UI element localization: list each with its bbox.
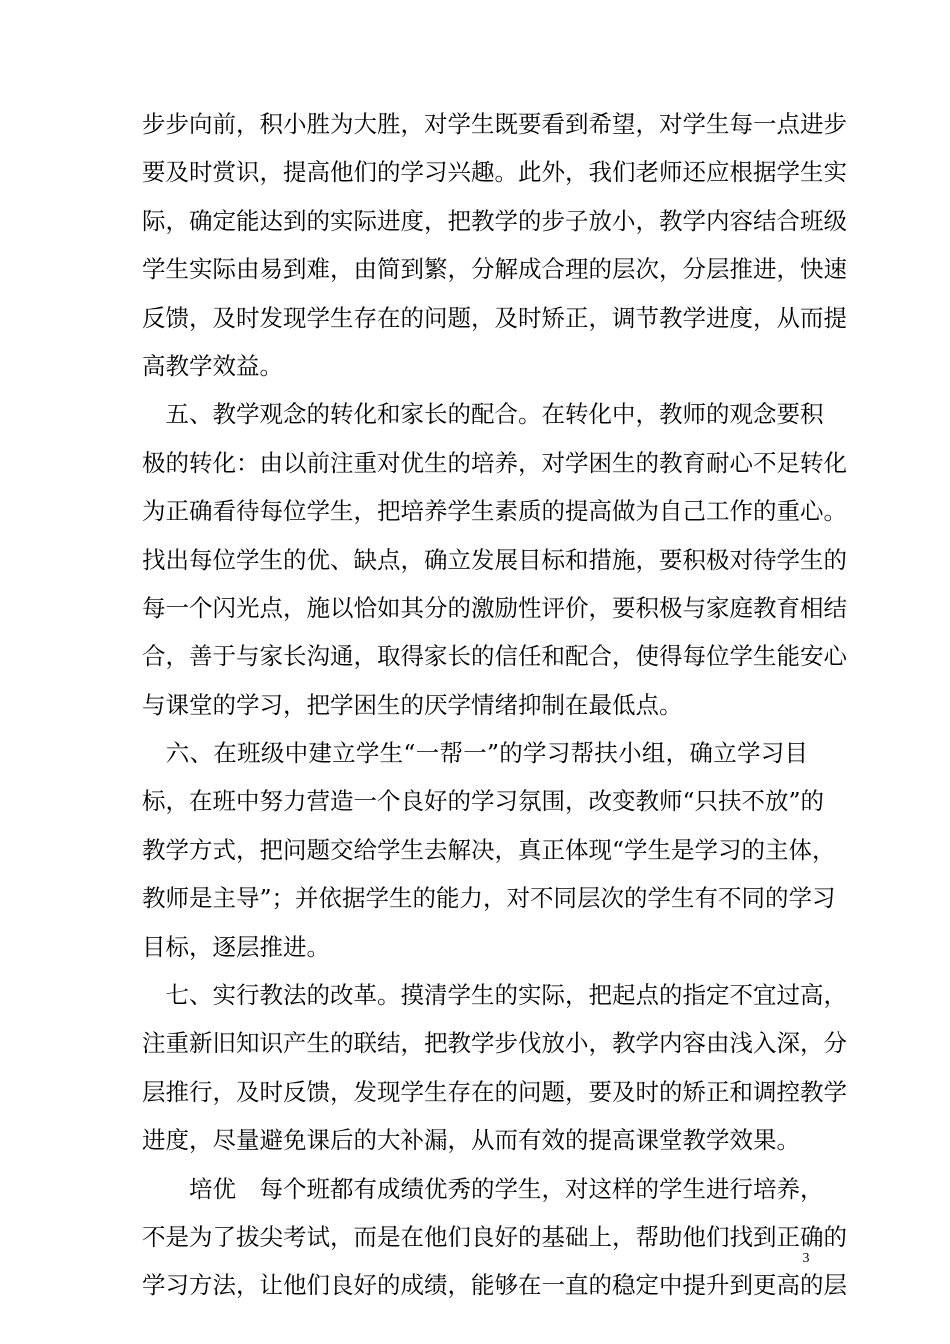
text-line: 极的转化：由以前注重对优生的培养，对学困生的教育耐心不足转化 xyxy=(142,448,847,477)
text-line: 找出每位学生的优、缺点，确立发展目标和措施，要积极对待学生的 xyxy=(142,545,847,574)
body-text xyxy=(142,100,847,1310)
text-line: 进度，尽量避免课后的大补漏，从而有效的提高课堂教学效果。 xyxy=(142,1126,800,1155)
page-number: 3 xyxy=(802,1251,810,1266)
text-line: 学习方法，让他们良好的成绩，能够在一直的稳定中提升到更高的层 xyxy=(142,1271,847,1300)
text-line: 合，善于与家长沟通，取得家长的信任和配合，使得每位学生能安心 xyxy=(142,642,847,671)
text-line: 六、在班级中建立学生“一帮一”的学习帮扶小组，确立学习目 xyxy=(142,739,808,768)
text-line: 教师是主导”；并依据学生的能力，对不同层次的学生有不同的学习 xyxy=(142,884,836,913)
text-line: 学生实际由易到难，由简到繁，分解成合理的层次，分层推进，快速 xyxy=(142,255,847,284)
text-line: 要及时赏识，提高他们的学习兴趣。此外，我们老师还应根据学生实 xyxy=(142,158,847,187)
text-line: 五、教学观念的转化和家长的配合。在转化中，教师的观念要积 xyxy=(142,400,824,429)
text-line: 与课堂的学习，把学困生的厌学情绪抑制在最低点。 xyxy=(142,690,683,719)
text-line: 际，确定能达到的实际进度，把教学的步子放小，教学内容结合班级 xyxy=(142,206,847,235)
text-line: 为正确看待每位学生，把培养学生素质的提高做为自己工作的重心。 xyxy=(142,497,847,526)
text-line: 注重新旧知识产生的联结，把教学步伐放小，教学内容由浅入深，分 xyxy=(142,1029,847,1058)
text-line: 教学方式，把问题交给学生去解决，真正体现“学生是学习的主体， xyxy=(142,835,836,864)
text-line: 目标，逐层推进。 xyxy=(142,932,330,961)
text-line: 反馈，及时发现学生存在的问题，及时矫正，调节教学进度，从而提 xyxy=(142,303,847,332)
text-line: 培优 每个班都有成绩优秀的学生，对这样的学生进行培养， xyxy=(142,1174,824,1203)
text-line: 七、实行教法的改革。摸清学生的实际，把起点的指定不宜过高， xyxy=(142,981,847,1010)
text-line: 高教学效益。 xyxy=(142,351,283,380)
text-line: 步步向前，积小胜为大胜，对学生既要看到希望，对学生每一点进步 xyxy=(142,110,847,138)
text-line: 层推行，及时反馈，发现学生存在的问题，要及时的矫正和调控教学 xyxy=(142,1077,847,1106)
text-line: 不是为了拔尖考试，而是在他们良好的基础上，帮助他们找到正确的 xyxy=(142,1222,847,1251)
text-line: 标，在班中努力营造一个良好的学习氛围，改变教师“只扶不放”的 xyxy=(142,787,825,816)
text-line: 每一个闪光点，施以恰如其分的激励性评价，要积极与家庭教育相结 xyxy=(142,593,847,622)
